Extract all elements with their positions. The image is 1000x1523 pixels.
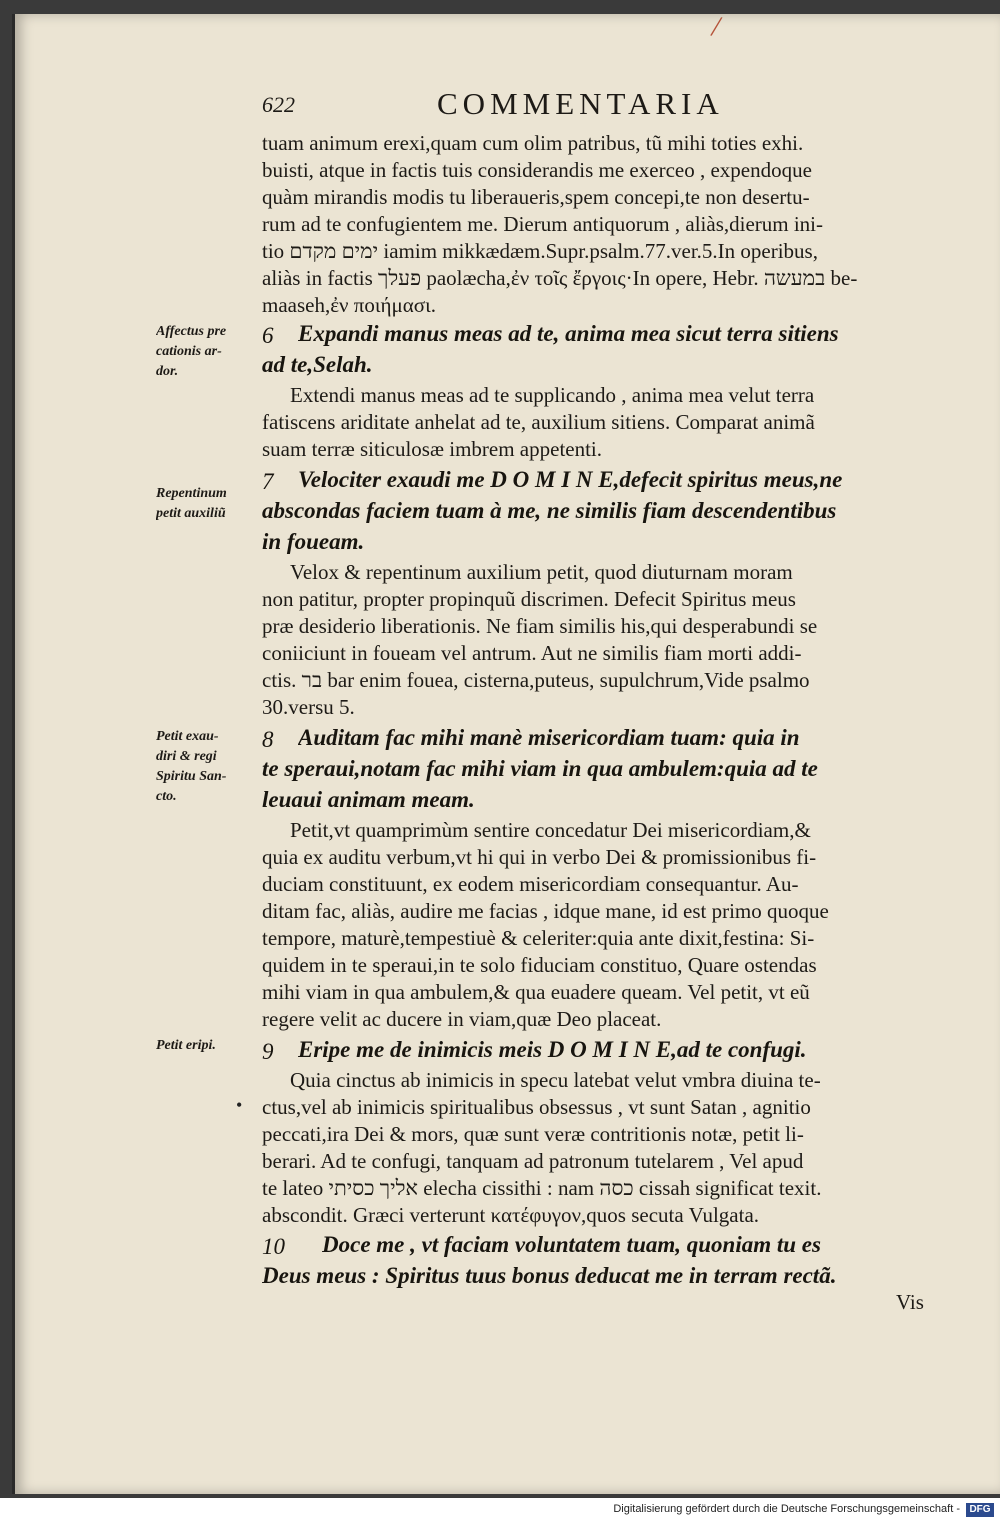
verse-text: in foueam. bbox=[262, 529, 365, 554]
commentary-line: non patitur, propter propinquũ discrimen. Defecit Spiritus meus bbox=[262, 587, 796, 611]
commentary-line: peccati,ira Dei & mors, quæ sunt veræ contritionis notæ, petit li- bbox=[262, 1122, 804, 1146]
commentary-line: Velox & repentinum auxilium petit, quod diuturnam moram bbox=[290, 560, 793, 584]
body-line: tuam animum erexi,quam cum olim patribus, tũ mihi toties exhi. bbox=[262, 131, 804, 155]
commentary-line: abscondit. Græci verterunt κατέφυγον,quos secuta Vulgata. bbox=[262, 1203, 760, 1227]
commentary-line: quia ex auditu verbum,vt hi qui in verbo Dei & promissionibus fi- bbox=[262, 845, 817, 869]
funding-credit: Digitalisierung gefördert durch die Deutsche Forschungsgemeinschaft - bbox=[613, 1503, 960, 1515]
commentary-line: ctis. בר bar enim fouea, cisterna,puteus, supulchrum,Vide psalmo bbox=[262, 668, 810, 692]
margin-note: Spiritu San- bbox=[156, 769, 227, 784]
verse-text: leuaui animam meam. bbox=[262, 787, 475, 812]
commentary-line: ctus,vel ab inimicis spiritualibus obsessus , vt sunt Satan , agnitio bbox=[262, 1095, 811, 1119]
commentary-line: Petit,vt quamprimùm sentire concedatur Dei misericordiam,& bbox=[290, 818, 811, 842]
verse-text: Deus meus : Spiritus tuus bonus deducat me in terram rectã. bbox=[262, 1263, 837, 1288]
page-number: 622 bbox=[262, 92, 295, 117]
verse-text: ad te,Selah. bbox=[262, 352, 373, 377]
margin-note: cationis ar- bbox=[156, 344, 222, 359]
commentary-line: Extendi manus meas ad te supplicando , anima mea velut terra bbox=[290, 383, 815, 407]
catchword: Vis bbox=[896, 1290, 924, 1314]
verse-number: 7 bbox=[262, 469, 274, 494]
footer-bar bbox=[0, 1498, 1000, 1523]
verse-text: Eripe me de inimicis meis D O M I N E,ad te confugi. bbox=[298, 1037, 807, 1062]
commentary-line: tempore, maturè,tempestiuè & celeriter:quia ante dixit,festina: Si- bbox=[262, 926, 815, 950]
margin-note: cto. bbox=[156, 789, 177, 804]
commentary-line: fatiscens ariditate anhelat ad te, auxilium sitiens. Comparat animã bbox=[262, 410, 815, 434]
margin-note: dor. bbox=[156, 364, 179, 379]
body-line: rum ad te confugientem me. Dierum antiquorum , aliàs,dierum ini- bbox=[262, 212, 824, 236]
page-header bbox=[262, 86, 952, 126]
margin-note: Petit exau- bbox=[156, 729, 219, 744]
body-line: maaseh,ἐν ποιήμασι. bbox=[262, 293, 436, 317]
margin-note: diri & regi bbox=[156, 749, 217, 764]
dfg-logo-icon[interactable]: DFG bbox=[966, 1503, 994, 1517]
body-line: buisti, atque in factis tuis considerandis me exerceo , expendoque bbox=[262, 158, 812, 182]
verse-text: abscondas faciem tuam à me, ne similis fiam descendentibus bbox=[262, 498, 837, 523]
body-line: aliàs in factis פעלך paolæcha,ἐν τοῖς ἔργοις·In opere, Hebr. במעשה be- bbox=[262, 266, 858, 290]
margin-note: petit auxiliũ bbox=[156, 506, 226, 521]
running-title: COMMENTARIA bbox=[437, 86, 724, 121]
verse-text: Auditam fac mihi manè misericordiam tuam: quia in bbox=[298, 725, 800, 750]
commentary-line: 30.versu 5. bbox=[262, 695, 355, 719]
commentary-line: ditam fac, aliàs, audire me facias , idque mane, id est primo quoque bbox=[262, 899, 829, 923]
commentary-line: regere velit ac ducere in viam,quæ Deo placeat. bbox=[262, 1007, 662, 1031]
red-pencil-mark: / bbox=[708, 9, 724, 44]
commentary-line: præ desiderio liberationis. Ne fiam similis his,qui desperabundi se bbox=[262, 614, 818, 638]
commentary-line: quidem in te speraui,in te solo fiduciam constituo, Quare ostendas bbox=[262, 953, 817, 977]
verse-number: 8 bbox=[262, 727, 274, 752]
commentary-line: Quia cinctus ab inimicis in specu latebat velut vmbra diuina te- bbox=[290, 1068, 821, 1092]
margin-bullet: • bbox=[236, 1095, 243, 1115]
verse-number: 10 bbox=[262, 1234, 285, 1259]
margin-note: Repentinum bbox=[156, 486, 227, 501]
margin-note: Affectus pre bbox=[156, 324, 227, 339]
verse-text: Velociter exaudi me D O M I N E,defecit spiritus meus,ne bbox=[298, 467, 843, 492]
verse-number: 9 bbox=[262, 1039, 274, 1064]
body-line: tio ימים מקדם iamim mikkædæm.Supr.psalm.77.ver.5.In operibus, bbox=[262, 239, 818, 263]
margin-note: Petit eripi. bbox=[156, 1038, 216, 1053]
verse-text: te speraui,notam fac mihi viam in qua ambulem:quia ad te bbox=[262, 756, 818, 781]
commentary-line: suam terræ siticulosæ imbrem appetenti. bbox=[262, 437, 603, 461]
verse-text: Doce me , vt faciam voluntatem tuam, quoniam tu es bbox=[322, 1232, 821, 1257]
body-line: quàm mirandis modis tu liberaueris,spem concepi,te non desertu- bbox=[262, 185, 810, 209]
commentary-line: coniiciunt in foueam vel antrum. Aut ne similis fiam morti addi- bbox=[262, 641, 802, 665]
verse-number: 6 bbox=[262, 323, 274, 348]
commentary-line: berari. Ad te confugi, tanquam ad patronum tutelarem , Vel apud bbox=[262, 1149, 804, 1173]
verse-text: Expandi manus meas ad te, anima mea sicut terra sitiens bbox=[298, 321, 839, 346]
commentary-line: duciam constituunt, ex eodem misericordiam consequantur. Au- bbox=[262, 872, 799, 896]
commentary-line: mihi viam in qua ambulem,& qua euadere queam. Vel petit, vt eũ bbox=[262, 980, 810, 1004]
commentary-line: te lateo אליך כסיתי elecha cissithi : nam כסה cissah significat texit. bbox=[262, 1176, 822, 1200]
